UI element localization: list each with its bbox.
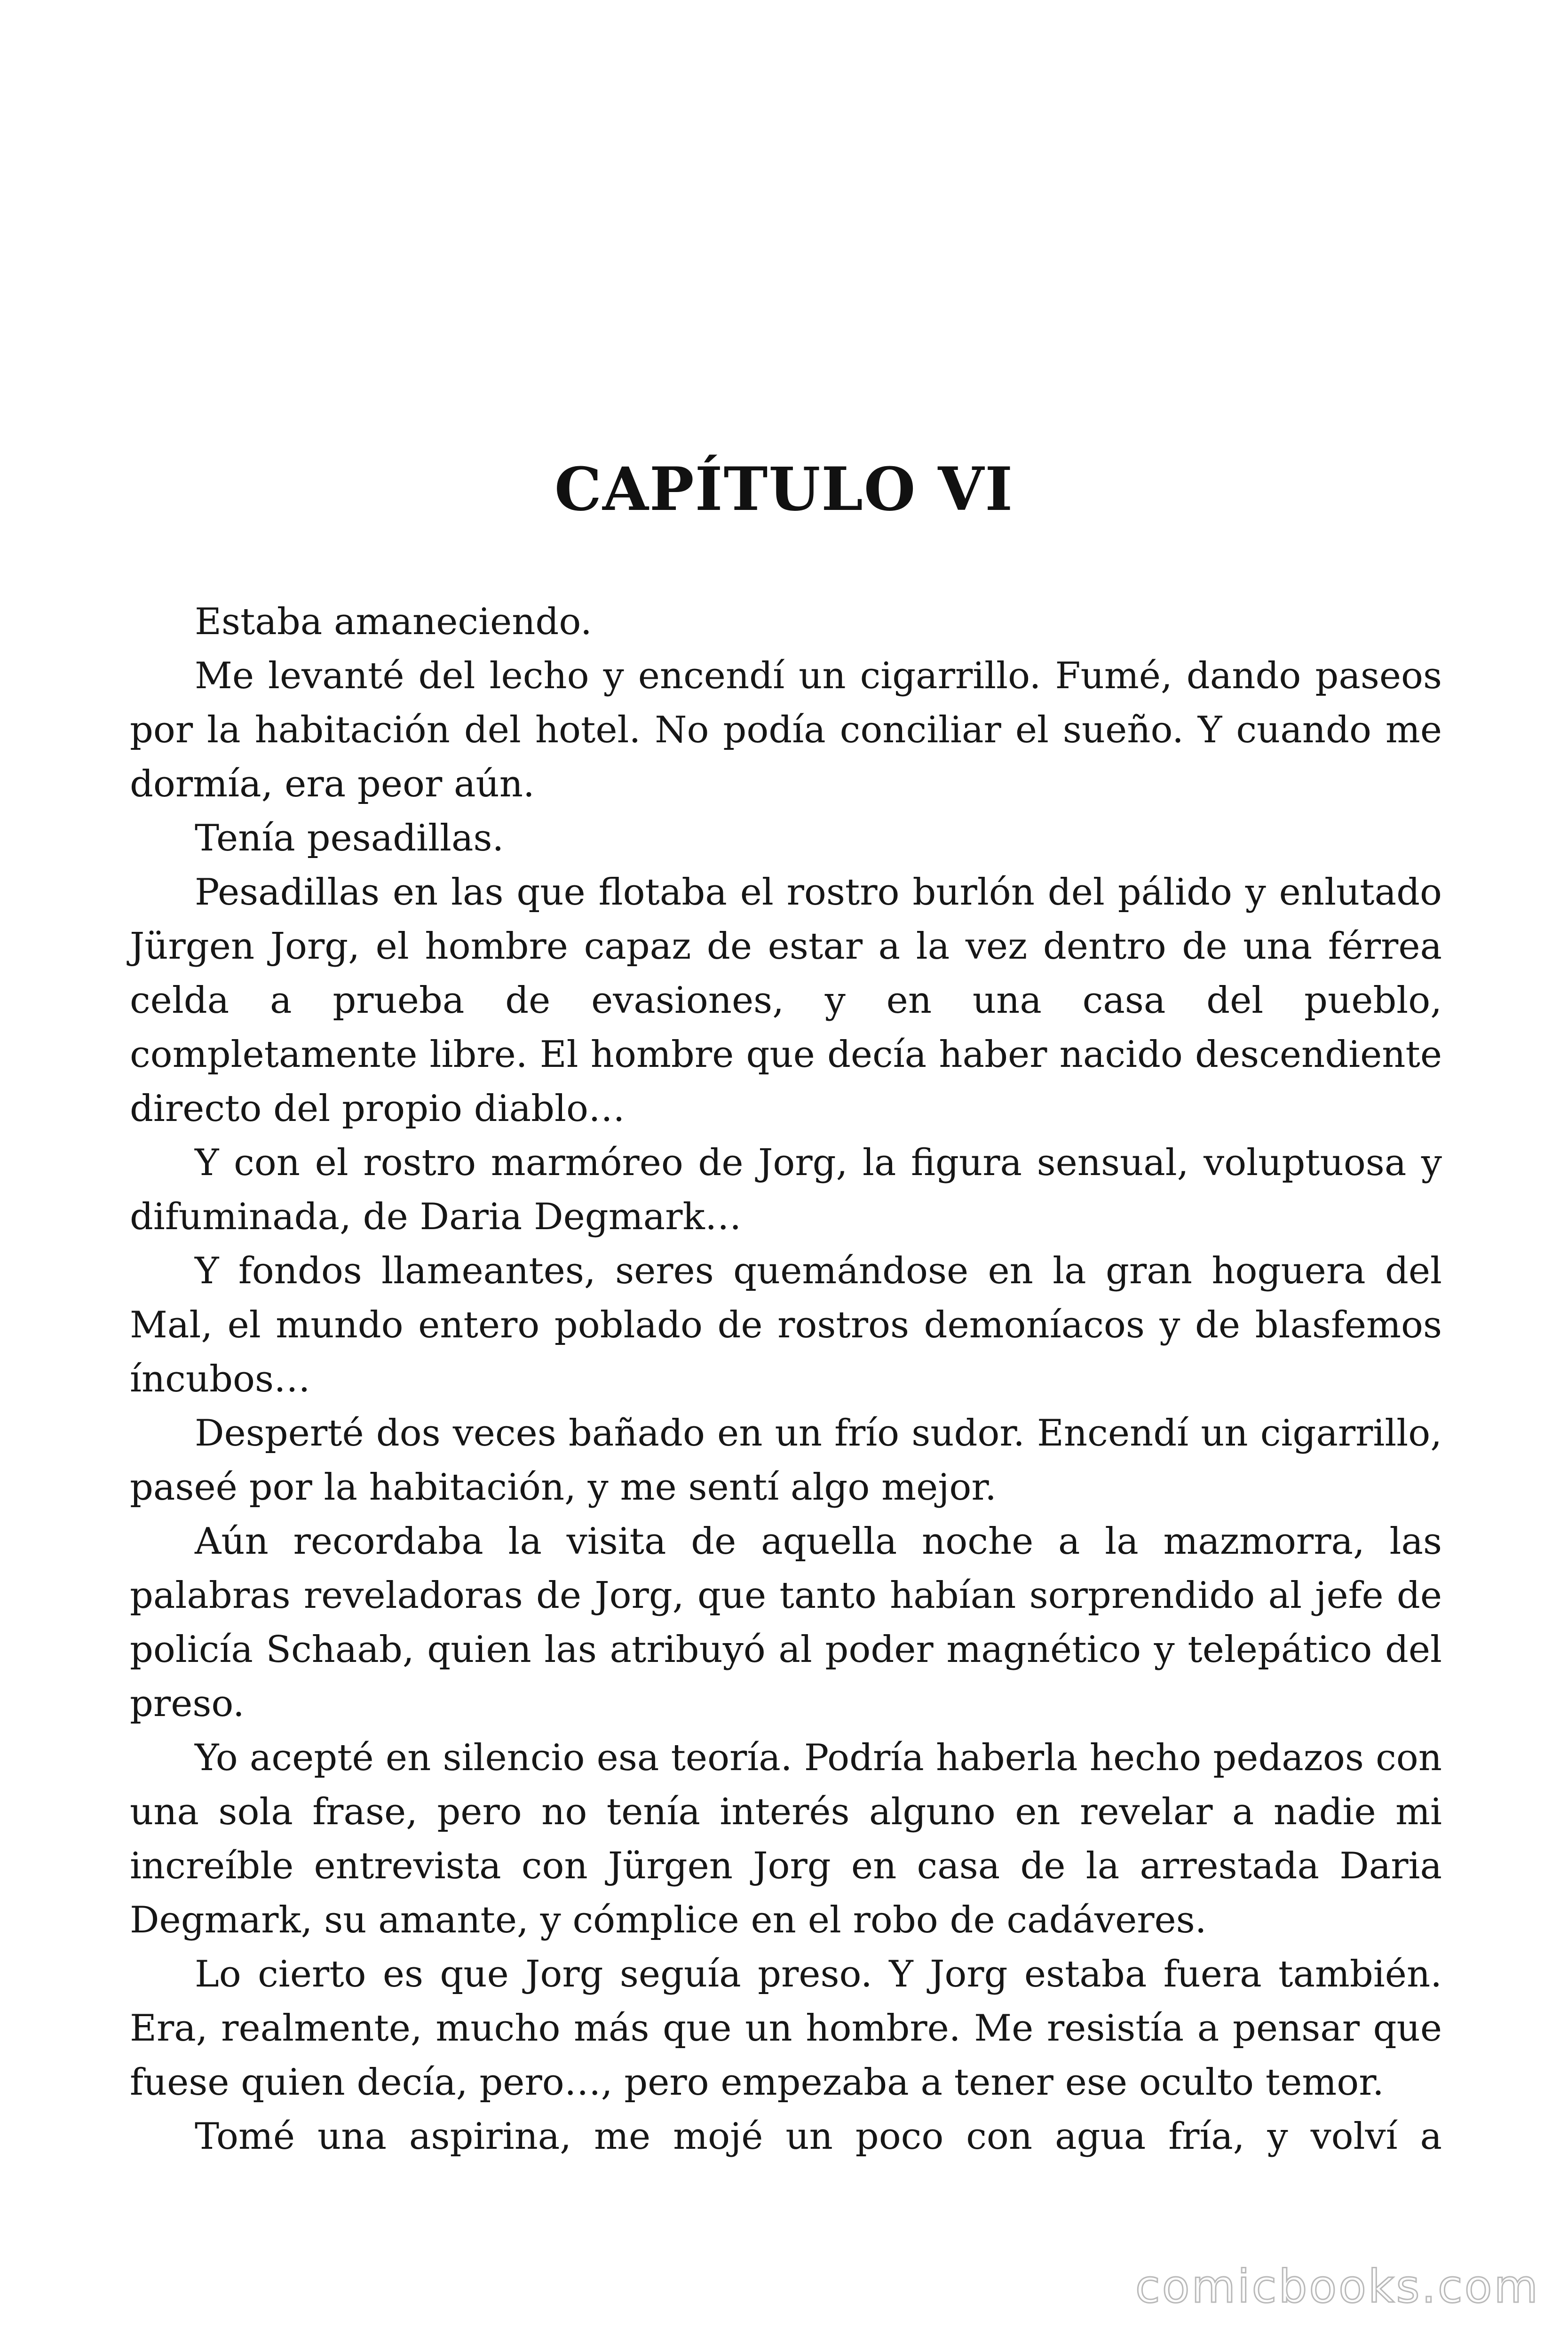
- paragraph-10: Lo cierto es que Jorg seguía preso. Y Jorg estaba fuera también. Era, realmente, mucho más que un hombre. Me resistía a pensar que fuese quien decía, pero…, pero empezaba a tener ese oculto temor.: [130, 1953, 1442, 2104]
- paragraph-6: Y fondos llameantes, seres quemándose en la gran hoguera del Mal, el mundo entero poblado de rostros demoníacos y de blasfemos íncubos…: [130, 1250, 1442, 1400]
- paragraph-9: Yo acepté en silencio esa teoría. Podría haberla hecho pedazos con una sola frase, pero no tenía interés alguno en revelar a nadie mi increíble entrevista con Jürgen Jorg en casa de la arrestada Daria Degmark, su amante, y cómplice en el robo de cadáveres.: [130, 1737, 1442, 1941]
- paragraph-8: Aún recordaba la visita de aquella noche a la mazmorra, las palabras reveladoras de Jorg, que tanto habían sorprendido al jefe de policía Schaab, quien las atribuyó al poder magnético y telepático del preso.: [130, 1520, 1442, 1725]
- paragraph-11: Tomé una aspirina, me mojé un poco con agua fría, y volví a: [195, 2115, 1442, 2158]
- paragraph-7: Desperté dos veces bañado en un frío sudor. Encendí un cigarrillo, paseé por la habitación, y me sentí algo mejor.: [130, 1412, 1442, 1509]
- chapter-body: [130, 595, 1442, 2164]
- paragraph-2: Me levanté del lecho y encendí un cigarrillo. Fumé, dando paseos por la habitación del hotel. No podía conciliar el sueño. Y cuando me dormía, era peor aún.: [130, 655, 1442, 805]
- paragraph-5: Y con el rostro marmóreo de Jorg, la figura sensual, voluptuosa y difuminada, de Daria Degmark…: [130, 1142, 1442, 1238]
- watermark-logo: comicbooks.com: [1135, 2260, 1540, 2313]
- paragraph-4: Pesadillas en las que flotaba el rostro burlón del pálido y enlutado Jürgen Jorg, el hombre capaz de estar a la vez dentro de una férrea celda a prueba de evasiones, y en una casa del pueblo, completamente libre. El hombre que decía haber nacido descendiente directo del propio diablo…: [130, 871, 1442, 1130]
- paragraph-3: Tenía pesadillas.: [195, 817, 504, 859]
- chapter-title: CAPÍTULO VI: [554, 454, 1014, 524]
- paragraph-1: Estaba amaneciendo.: [195, 601, 592, 643]
